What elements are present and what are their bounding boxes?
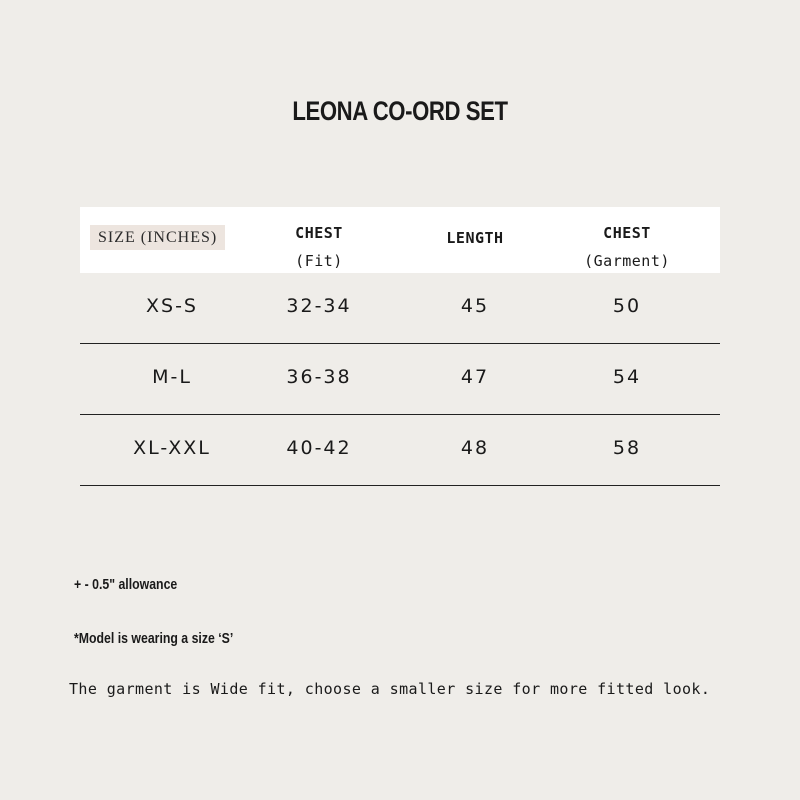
chest-fit-cell: 40-42: [286, 437, 352, 459]
length-cell: 48: [460, 437, 490, 459]
header-chest-fit: [249, 219, 389, 275]
header-length: [405, 224, 545, 252]
table-row: [80, 344, 720, 415]
header-chest-fit-sub: (Fit): [295, 252, 343, 270]
fit-advice-note: The garment is Wide fit, choose a smaller size for more fitted look.: [69, 680, 711, 698]
chest-fit-cell: 36-38: [286, 366, 352, 388]
allowance-note: + - 0.5" allowance: [74, 576, 178, 593]
chest-garment-cell: 54: [612, 366, 642, 388]
header-chest-garment: [557, 219, 697, 275]
table-header-row: [80, 207, 720, 273]
table-row: [80, 273, 720, 344]
header-length-title: LENGTH: [446, 229, 504, 247]
chest-garment-cell: 50: [612, 295, 642, 317]
table-row: [80, 415, 720, 486]
size-cell: M-L: [152, 366, 192, 388]
header-chest-fit-title: CHEST: [295, 224, 343, 242]
header-chest-garment-sub: (Garment): [584, 252, 670, 270]
length-cell: 47: [460, 366, 490, 388]
chest-garment-cell: 58: [612, 437, 642, 459]
size-cell: XS-S: [146, 295, 198, 317]
model-size-note: *Model is wearing a size ‘S’: [74, 630, 234, 647]
size-cell: XL-XXL: [133, 437, 211, 459]
header-chest-garment-title: CHEST: [603, 224, 651, 242]
length-cell: 45: [460, 295, 490, 317]
size-chart-table: [80, 207, 720, 486]
page-title: LEONA CO-ORD SET: [292, 96, 508, 126]
chest-fit-cell: 32-34: [286, 295, 352, 317]
size-header: SIZE (INCHES): [90, 225, 225, 250]
